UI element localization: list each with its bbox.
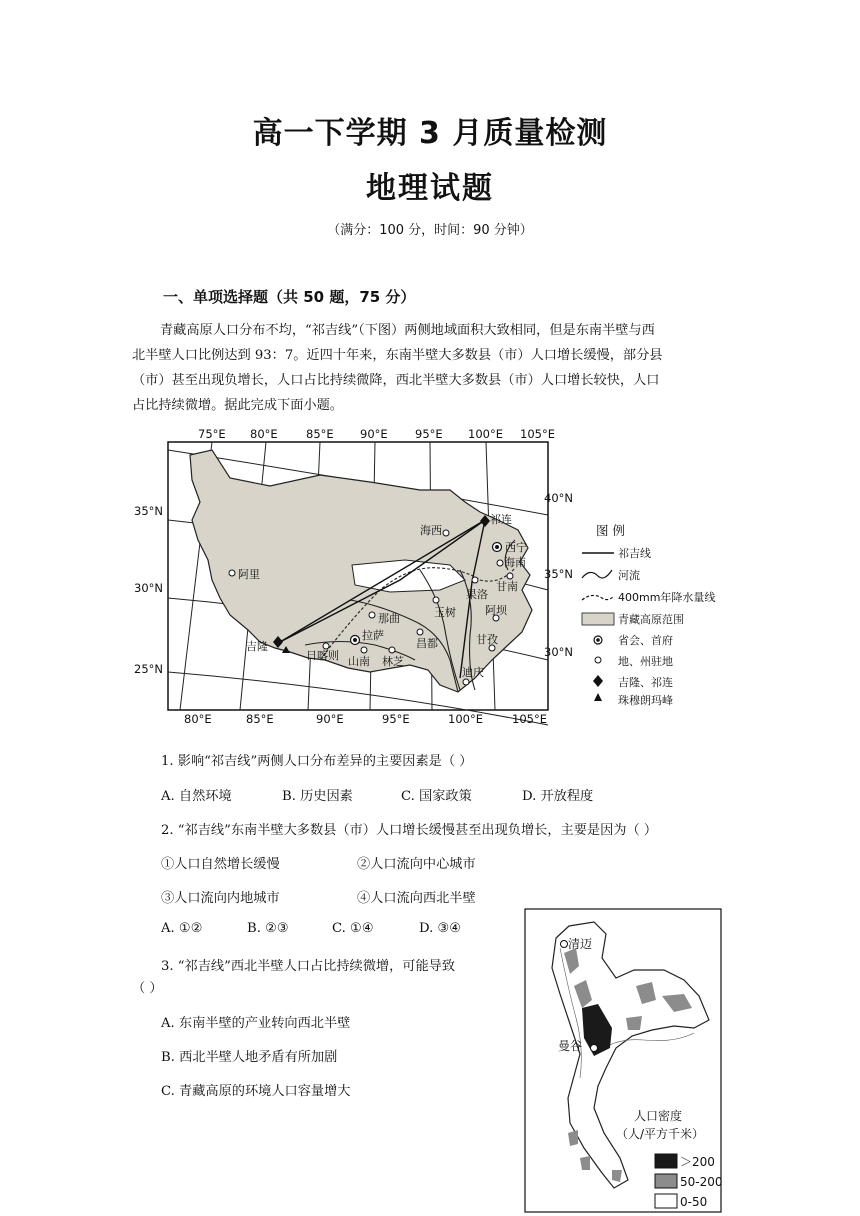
place-linzhi: 林芝: [382, 655, 404, 668]
legend-symbol-river: [582, 570, 612, 578]
place-diqing: 迪庆: [462, 666, 484, 679]
lon-label-top: 100°E: [468, 427, 503, 441]
lon-label-top: 90°E: [360, 427, 388, 441]
legend-symbol-diamond: [593, 675, 603, 687]
lon-label-top: 75°E: [198, 427, 226, 441]
legend2-label-mid: 50-200: [680, 1175, 723, 1189]
passage-line: 占比持续微增。据此完成下面小题。: [132, 398, 343, 413]
place-aba: 阿坝: [485, 604, 507, 617]
q2-item-4: ④人口流向西北半壁: [357, 891, 476, 906]
prefecture-marker: [229, 570, 235, 576]
place-haixi: 海西: [420, 524, 442, 537]
prefecture-marker: [443, 530, 449, 536]
place-naqu: 那曲: [378, 612, 400, 625]
subject-title: 地理试题: [366, 171, 494, 206]
q3-option-a[interactable]: A. 东南半壁的产业转向西北半壁: [161, 1016, 351, 1031]
map-legend: [582, 523, 715, 707]
passage-line: 青藏高原人口分布不均，“祁吉线”（下图）两侧地域面积大致相同，但是东南半壁与西: [160, 323, 655, 338]
legend-symbol-plateau: [582, 613, 614, 625]
lon-label-bottom: 80°E: [184, 712, 212, 726]
lat-label-right: 35°N: [544, 567, 573, 581]
lon-label-bottom: 90°E: [316, 712, 344, 726]
q2-item-3: ③人口流向内地城市: [161, 891, 280, 906]
prefecture-marker: [433, 597, 439, 603]
q1-option-d[interactable]: D. 开放程度: [522, 789, 594, 804]
lon-label-bottom: 105°E: [512, 712, 547, 726]
q1-option-a[interactable]: A. 自然环境: [161, 789, 232, 804]
place-jilong: 吉隆: [246, 640, 268, 653]
lat-label-right: 30°N: [544, 645, 573, 659]
q3-option-c[interactable]: C. 青藏高原的环境人口容量增大: [161, 1084, 351, 1099]
density-mid-patch: [626, 1016, 642, 1030]
q2-item-2: ②人口流向中心城市: [357, 857, 476, 872]
prefecture-marker: [417, 629, 423, 635]
legend2-label-low: 0-50: [680, 1195, 708, 1209]
plateau-map: [120, 420, 740, 730]
legend2-swatch-mid: [655, 1174, 677, 1188]
lon-label-top: 95°E: [415, 427, 443, 441]
legend-label: 地、州驻地: [618, 655, 673, 668]
place-xining: 西宁: [505, 541, 527, 554]
legend-label: 祁吉线: [618, 547, 651, 560]
prefecture-marker: [369, 612, 375, 618]
q2-option-d[interactable]: D. ③④: [419, 921, 462, 936]
q2-option-b[interactable]: B. ②③: [247, 921, 289, 936]
capital-dot: [353, 638, 357, 642]
lon-label-bottom: 85°E: [246, 712, 274, 726]
legend-symbol-prefecture: [595, 657, 601, 663]
city-marker-chiangmai: [561, 941, 568, 948]
q2-option-a[interactable]: A. ①②: [161, 921, 203, 936]
question-2-stem: 2. “祁吉线”东南半壁大多数县（市）人口增长缓慢甚至出现负增长，主要是因为（ ）: [161, 823, 658, 838]
prefecture-marker: [472, 577, 478, 583]
legend-label: 珠穆朗玛峰: [618, 694, 673, 707]
lon-label-top: 85°E: [306, 427, 334, 441]
legend2-title: 人口密度: [634, 1109, 683, 1123]
legend-symbol-rainfall: [582, 595, 614, 600]
q1-option-b[interactable]: B. 历史因素: [282, 789, 353, 804]
legend-label: 省会、首府: [618, 634, 673, 647]
legend-label: 青藏高原范围: [618, 613, 684, 626]
place-ganzi: 甘孜: [476, 633, 498, 646]
question-1-stem: 1. 影响“祁吉线”两侧人口分布差异的主要因素是（ ）: [161, 754, 473, 769]
prefecture-marker: [361, 647, 367, 653]
passage-line: 北半壁人口比例达到 93：7。近四十年来，东南半壁大多数县（市）人口增长缓慢，部分县: [132, 348, 663, 363]
passage: [132, 318, 730, 418]
place-rikaze: 日喀则: [306, 649, 339, 662]
lat-label-left: 25°N: [134, 662, 163, 676]
legend2-swatch-high: [655, 1154, 677, 1168]
place-shannan: 山南: [348, 655, 370, 668]
lon-label-top: 105°E: [520, 427, 555, 441]
legend2-label-high: ＞200: [680, 1155, 715, 1169]
lon-label-top: 80°E: [250, 427, 278, 441]
passage-line: （市）甚至出现负增长，人口占比持续微降，西北半壁大多数县（市）人口增长较快，人口: [132, 373, 660, 388]
place-changdu: 昌都: [416, 637, 438, 650]
place-ali: 阿里: [238, 568, 260, 581]
page-title: 高一下学期 3 月质量检测: [252, 116, 608, 151]
place-lasa: 拉萨: [362, 629, 384, 642]
place-guoluo: 果洛: [466, 588, 488, 601]
place-qilian: 祁连: [490, 513, 512, 526]
capital-dot: [495, 545, 499, 549]
exam-meta: （满分：100 分，时间：90 分钟）: [327, 223, 533, 238]
place-chiangmai: 清迈: [568, 937, 593, 951]
legend-title: 图 例: [596, 523, 625, 538]
prefecture-marker: [463, 679, 469, 685]
lat-label-left: 35°N: [134, 504, 163, 518]
legend-label: 吉隆、祁连: [618, 676, 673, 689]
prefecture-marker: [497, 560, 503, 566]
legend2-swatch-low: [655, 1194, 677, 1208]
q2-item-1: ①人口自然增长缓慢: [161, 857, 280, 872]
lat-label-right: 40°N: [544, 491, 573, 505]
question-3-stem: 3. “祁吉线”西北半壁人口占比持续微增，可能导致: [161, 959, 456, 974]
place-hainan: 海南: [504, 556, 526, 569]
place-bangkok: 曼谷: [558, 1039, 583, 1053]
question-3-stem-cont: （ ）: [132, 981, 163, 996]
prefecture-marker: [389, 647, 395, 653]
legend-symbol-capital-dot: [596, 638, 600, 642]
q2-option-c[interactable]: C. ①④: [332, 921, 374, 936]
legend-label: 河流: [618, 569, 640, 582]
q1-option-c[interactable]: C. 国家政策: [401, 789, 472, 804]
section-heading: 一、单项选择题（共 50 题，75 分）: [163, 288, 416, 306]
q3-option-b[interactable]: B. 西北半壁人地矛盾有所加剧: [161, 1050, 338, 1065]
lon-label-bottom: 100°E: [448, 712, 483, 726]
legend2-unit: （人/平方千米）: [616, 1127, 705, 1141]
legend-symbol-everest: [594, 693, 602, 701]
lon-label-bottom: 95°E: [382, 712, 410, 726]
city-marker-bangkok: [591, 1045, 598, 1052]
legend-label: 400mm年降水量线: [618, 591, 716, 604]
prefecture-marker: [507, 573, 513, 579]
place-gannan: 甘南: [496, 580, 518, 593]
lat-label-left: 30°N: [134, 581, 163, 595]
place-yushu: 玉树: [434, 606, 456, 619]
thailand-density-map: [524, 908, 724, 1214]
